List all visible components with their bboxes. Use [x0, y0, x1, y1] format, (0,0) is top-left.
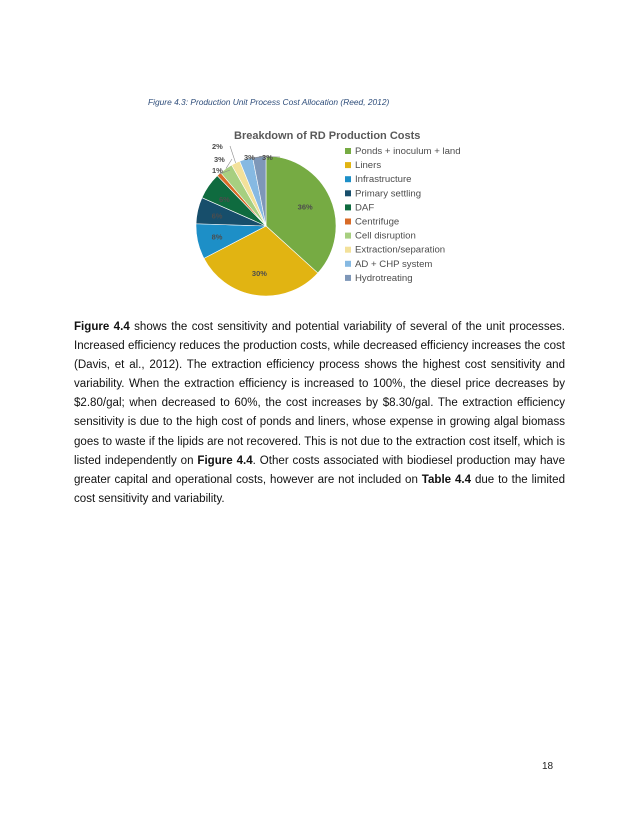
- legend-label: Extraction/separation: [355, 244, 446, 256]
- legend-label: Cell disruption: [355, 230, 416, 242]
- legend-swatch: [345, 275, 351, 281]
- legend-label: DAF: [355, 202, 375, 214]
- legend-swatch: [345, 204, 351, 210]
- legend-label: Infrastructure: [355, 174, 412, 186]
- legend-swatch: [345, 190, 351, 196]
- chart-title: Breakdown of RD Production Costs: [234, 130, 421, 142]
- legend-label: Centrifuge: [355, 216, 400, 228]
- slice-label: 30%: [251, 269, 267, 279]
- paragraph-text: shows the cost sensitivity and potential variability of several of the unit processes. Increased efficiency reduces the production costs, while decreased efficiency increases the cost (Davis, et al., 2012). The extraction efficiency process shows the highest cost sensitivity and variability. When the extraction efficiency is increased to 100%, the diesel price decreases by $2.80/gal; when decreased to 60%, the cost increases by $8.30/gal. The extraction efficiency sensitivity is due to the high cost of ponds and liners, whose expense in growing algal biomass goes to waste if the lipids are not recovered. This is not due to the extraction cost itself, which is listed independently on: [74, 321, 566, 467]
- body-paragraph: [74, 318, 565, 509]
- page-number: 18: [542, 761, 554, 772]
- legend-swatch: [345, 261, 351, 267]
- legend-swatch: [345, 148, 351, 154]
- bold-reference: Figure 4.4: [197, 454, 253, 467]
- bold-reference: Figure 4.4: [74, 321, 130, 333]
- legend-swatch: [345, 176, 351, 182]
- paragraph-text: due to the limited cost sensitivity and variability.: [74, 473, 565, 505]
- legend-swatch: [345, 162, 351, 168]
- slice-label: 8%: [211, 232, 223, 242]
- chart-legend: [345, 146, 461, 284]
- legend-label: Primary settling: [355, 188, 422, 200]
- paragraph-text: . Other costs associated with biodiesel production may have greater capital and operational costs, however are not included on: [74, 454, 566, 486]
- slice-label: 2%: [212, 142, 223, 151]
- slice-label: 3%: [244, 153, 255, 162]
- legend-swatch: [345, 233, 351, 239]
- figure-caption: Figure 4.3: Production Unit Process Cost Allocation (Reed, 2012): [148, 97, 390, 107]
- slice-label: 3%: [262, 153, 273, 162]
- slice-label: 6%: [218, 194, 230, 204]
- legend-label: AD + CHP system: [355, 258, 433, 270]
- legend-label: Hydrotreating: [355, 272, 413, 284]
- slice-label: 3%: [214, 155, 225, 164]
- pie-chart: [190, 120, 480, 310]
- legend-swatch: [345, 247, 351, 253]
- legend-swatch: [345, 219, 351, 225]
- bold-reference: Table 4.4: [421, 473, 472, 486]
- pie-chart-svg: [190, 120, 480, 310]
- slice-label: 36%: [297, 202, 313, 212]
- slice-label: 6%: [211, 211, 223, 221]
- legend-label: Ponds + inoculum + land: [355, 146, 461, 157]
- legend-label: Liners: [355, 160, 382, 172]
- slice-label: 1%: [212, 166, 223, 175]
